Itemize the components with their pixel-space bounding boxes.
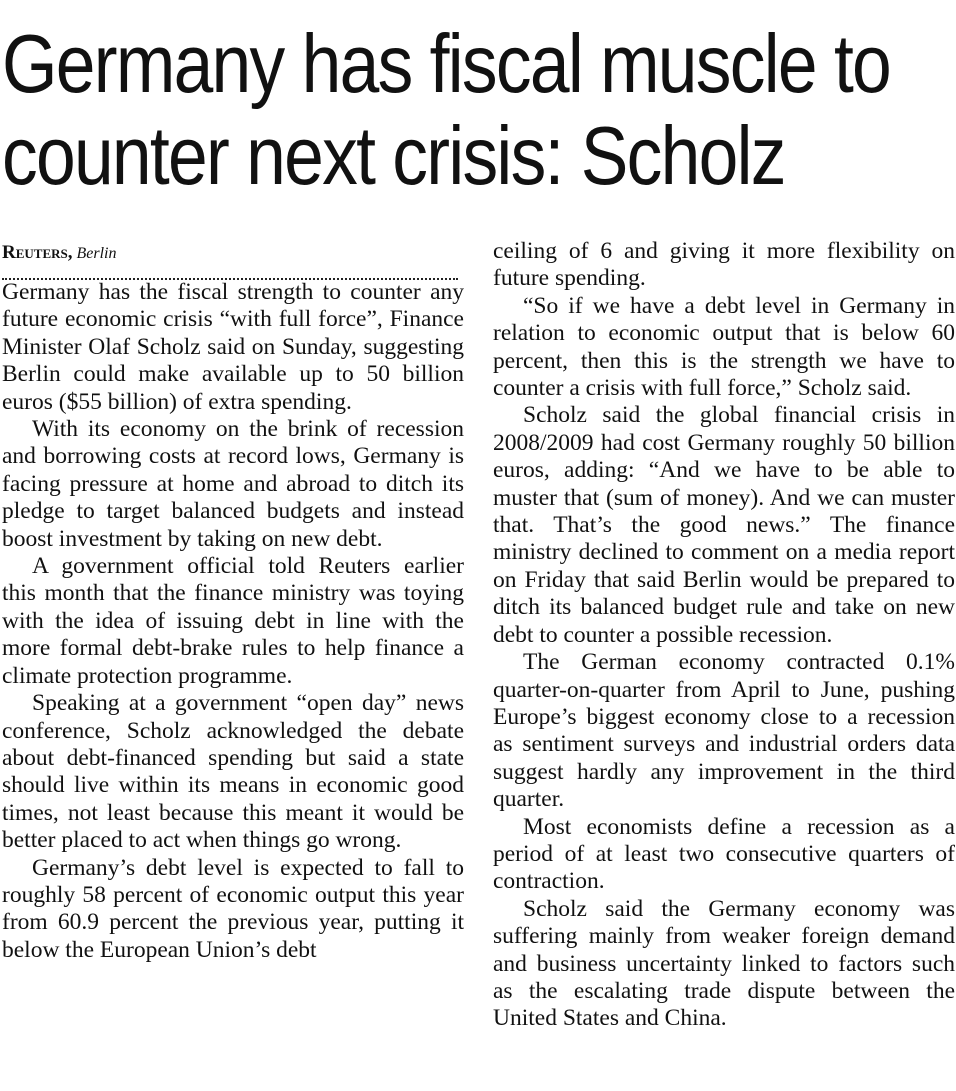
byline-agency: Reuters, xyxy=(2,242,73,263)
dotted-rule-divider xyxy=(2,253,458,280)
paragraph-7: Scholz said the global financial crisis in 2008/2009 had cost Germany roughly 50 billion euros, adding: “And we have to be able to muster that (sum of money). And we can muster that. That’s the good news.” The finance ministry declined to comment on a media report on Friday that said Berlin would be prepared to ditch its balanced budget rule and take on new debt to counter a possible recession. xyxy=(493,402,955,648)
article-column-left xyxy=(2,238,464,964)
headline-line-2: counter next crisis: Scholz xyxy=(2,109,785,202)
dotted-rule-wrapper xyxy=(2,265,464,279)
paragraph-6: “So if we have a debt level in Germany in relation to economic output that is below 60 percent, then this is the strength we have to counter a crisis with full force,” Scholz said. xyxy=(493,292,955,402)
paragraph-8: The German economy contracted 0.1% quarter-on-quarter from April to June, pushing Europe’s biggest economy close to a recession as sentiment surveys and industrial orders data suggest hardly any improvement in the third quarter. xyxy=(493,649,955,813)
headline-line-1: Germany has fiscal muscle to xyxy=(2,17,891,110)
paragraph-4: Speaking at a government “open day” news conference, Scholz acknowledged the debate about debt-financed spending but said a state should live within its means in economic good times, not least because this meant it would be better placed to act when things go wrong. xyxy=(2,690,464,854)
paragraph-5-continued: ceiling of 6 and giving it more flexibility on future spending. xyxy=(493,238,955,292)
byline-city: Berlin xyxy=(76,245,117,262)
article-column-right xyxy=(493,238,955,1033)
paragraph-3: A government official told Reuters earlier this month that the finance ministry was toying with the idea of issuing debt in line with the more formal debt-brake rules to help finance a climate protection programme. xyxy=(2,553,464,689)
paragraph-9: Most economists define a recession as a period of at least two consecutive quarters of contraction. xyxy=(493,813,955,895)
paragraph-5: Germany’s debt level is expected to fall to roughly 58 percent of economic output this year from 60.9 percent the previous year, putting it below the European Union’s debt xyxy=(2,854,464,963)
headline xyxy=(2,17,891,202)
paragraph-1: Germany has the fiscal strength to counter any future economic crisis “with full force”, Finance Minister Olaf Scholz said on Sunday, suggesting Berlin could make available up to 50 billion euros ($55 billion) of extra spending. xyxy=(2,279,464,415)
paragraph-10: Scholz said the Germany economy was suffering mainly from weaker foreign demand and business uncertainty linked to factors such as the escalating trade dispute between the United States and China. xyxy=(493,895,955,1032)
paragraph-2: With its economy on the brink of recession and borrowing costs at record lows, Germany is facing pressure at home and abroad to ditch its pledge to target balanced budgets and instead boost investment by taking on new debt. xyxy=(2,416,464,552)
